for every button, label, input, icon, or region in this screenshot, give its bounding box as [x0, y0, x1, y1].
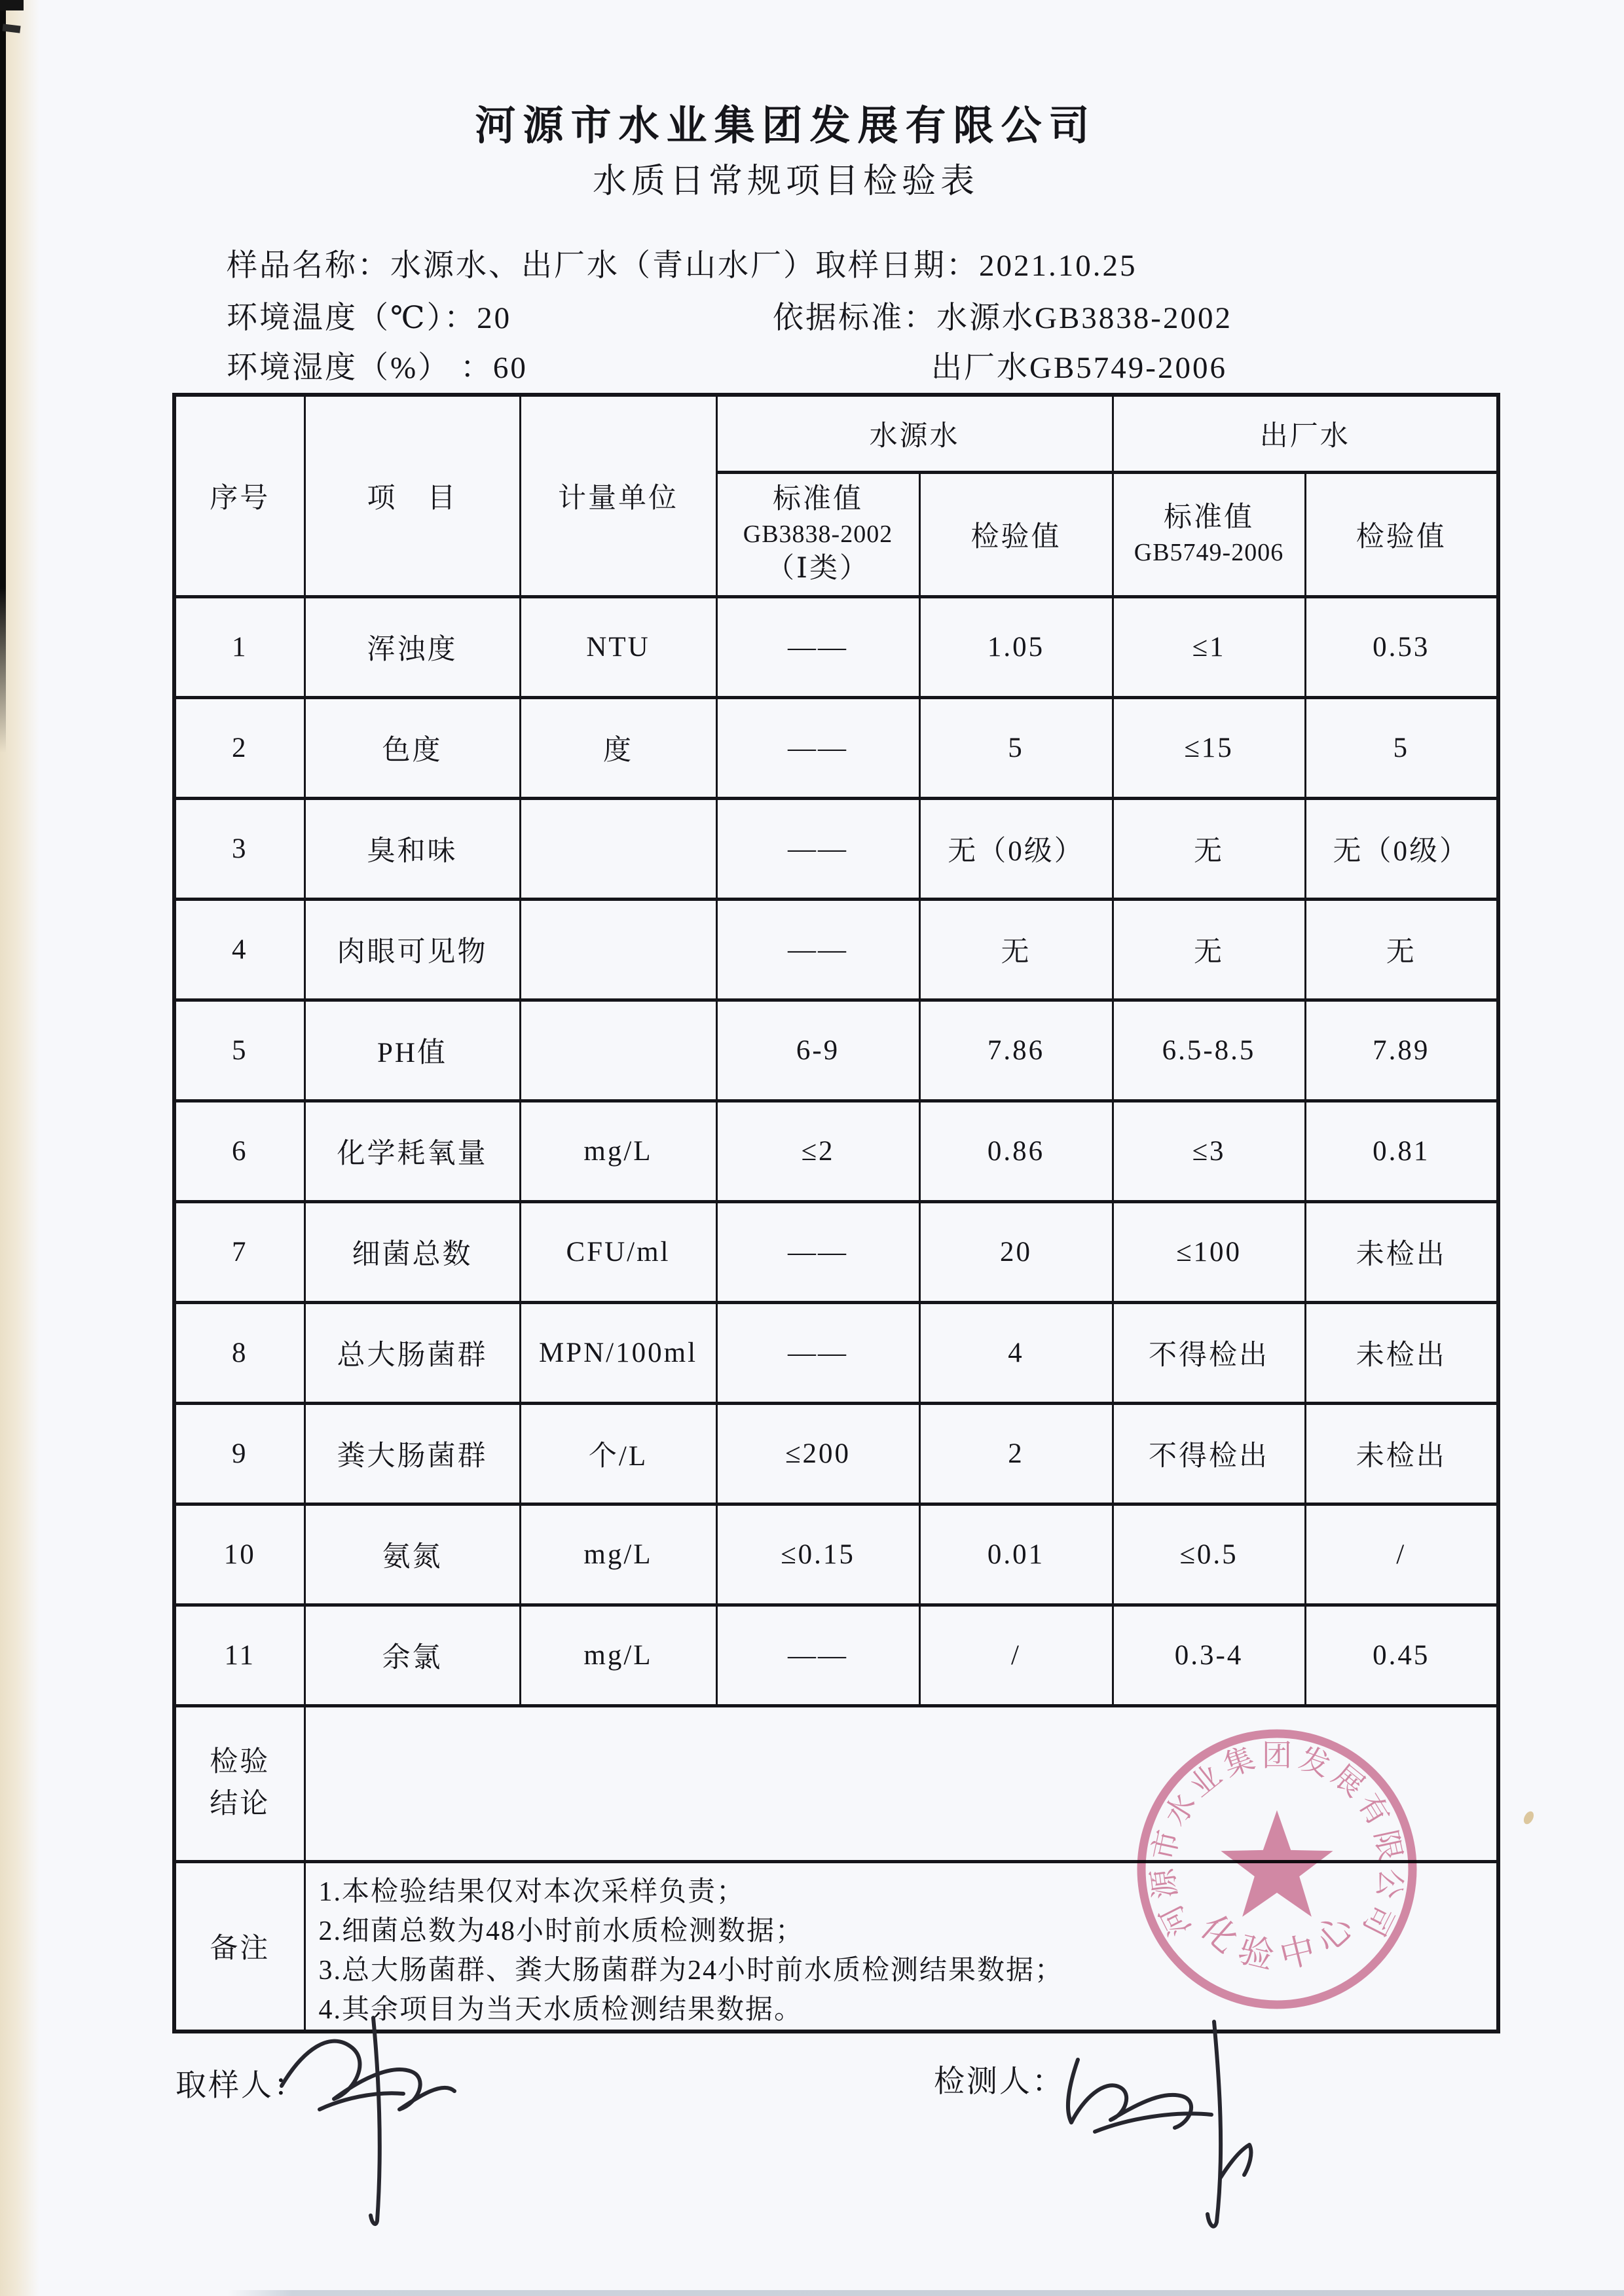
cell-unit: NTU — [520, 596, 716, 697]
cell-unit: 个/L — [520, 1403, 716, 1504]
sample-name-label: 样品名称： — [227, 249, 390, 283]
sampling-date-line — [815, 241, 1137, 285]
cell-seq: 11 — [174, 1605, 304, 1705]
tester-label: 检测人： — [934, 2065, 1065, 2099]
cell-standard-factory: 不得检出 — [1113, 1403, 1305, 1504]
company-title: 河源市水业集团发展有限公司 — [475, 104, 1097, 149]
cell-standard-source: ≤0.15 — [716, 1504, 919, 1605]
cell-check-source: / — [919, 1605, 1113, 1705]
cell-item: 肉眼可见物 — [304, 899, 520, 1000]
cell-item: 氨氮 — [304, 1504, 520, 1605]
cell-check-factory: 0.53 — [1305, 596, 1498, 697]
tester-signature — [1049, 1981, 1285, 2243]
standard-line — [773, 293, 1232, 337]
std-class: （Ⅰ类） — [766, 553, 870, 584]
env-humidity-label: 环境湿度（%） ： — [227, 351, 493, 385]
std-code: GB3838-2002 — [743, 520, 893, 548]
col-header-unit: 计量单位 — [520, 395, 716, 596]
cell-check-factory: 未检出 — [1305, 1403, 1498, 1504]
remark-line: 1.本检验结果仅对本次采样负责； — [318, 1876, 746, 1907]
cell-standard-factory: 不得检出 — [1113, 1302, 1305, 1403]
table-row — [174, 697, 1498, 798]
cell-check-source: 20 — [919, 1201, 1113, 1302]
cell-standard-source: —— — [716, 596, 919, 697]
cell-check-factory: 未检出 — [1305, 1201, 1498, 1302]
cell-check-source: 无（0级） — [919, 798, 1113, 899]
cell-standard-source: ≤2 — [716, 1101, 919, 1201]
cell-unit: 度 — [520, 697, 716, 798]
cell-standard-factory: ≤1 — [1113, 596, 1305, 697]
cell-standard-factory: ≤0.5 — [1113, 1504, 1305, 1605]
cell-seq: 9 — [174, 1403, 304, 1504]
cell-item: 浑浊度 — [304, 596, 520, 697]
cell-check-factory: 未检出 — [1305, 1302, 1498, 1403]
cell-check-source: 无 — [919, 899, 1113, 1000]
cell-item: 化学耗氧量 — [304, 1101, 520, 1201]
table-row — [174, 596, 1498, 697]
conclusion-label — [174, 1705, 304, 1861]
cell-check-factory: 7.89 — [1305, 1000, 1498, 1101]
table-row — [174, 1000, 1498, 1101]
group-header-source-water: 水源水 — [716, 395, 1113, 472]
cell-seq: 5 — [174, 1000, 304, 1101]
env-temp-label: 环境温度（℃）： — [227, 301, 477, 335]
cell-check-source: 1.05 — [919, 596, 1113, 697]
cell-check-factory: / — [1305, 1504, 1498, 1605]
cell-standard-source: ≤200 — [716, 1403, 919, 1504]
cell-unit: mg/L — [520, 1101, 716, 1201]
remark-line: 3.总大肠菌群、粪大肠菌群为24小时前水质检测结果数据； — [318, 1955, 1064, 1986]
table-row — [174, 899, 1498, 1000]
cell-seq: 1 — [174, 596, 304, 697]
cell-seq: 10 — [174, 1504, 304, 1605]
std-label: 标准值 — [1164, 502, 1254, 533]
col-header-check-source: 检验值 — [919, 472, 1113, 596]
cell-unit — [520, 899, 716, 1000]
standard-label: 依据标准： — [773, 301, 936, 335]
stamp-center-text: 化验中心 — [1193, 1907, 1361, 1977]
group-header-row — [174, 395, 1498, 472]
sampler-signature — [257, 1988, 473, 2236]
sampling-date-label: 取样日期： — [815, 249, 979, 283]
table-row — [174, 1504, 1498, 1605]
cell-standard-source: —— — [716, 1201, 919, 1302]
cell-item: 臭和味 — [304, 798, 520, 899]
standard-factory-water: 出厂水GB5749-2006 — [931, 351, 1227, 385]
cell-standard-factory: 无 — [1113, 899, 1305, 1000]
cell-item: 总大肠菌群 — [304, 1302, 520, 1403]
table-row — [174, 1201, 1498, 1302]
sample-name-line — [227, 241, 816, 285]
cell-unit: mg/L — [520, 1504, 716, 1605]
cell-seq: 6 — [174, 1101, 304, 1201]
cell-check-factory: 0.81 — [1305, 1101, 1498, 1201]
cell-standard-source: 6-9 — [716, 1000, 919, 1101]
star-icon — [1221, 1810, 1333, 1917]
col-header-seq: 序号 — [174, 395, 304, 596]
svg-text:化验中心 — [1193, 1906, 1361, 1977]
cell-standard-factory: 6.5-8.5 — [1113, 1000, 1305, 1101]
std-label: 标准值 — [773, 484, 863, 515]
cell-standard-factory: 0.3-4 — [1113, 1605, 1305, 1705]
cell-standard-factory: ≤3 — [1113, 1101, 1305, 1201]
col-header-item: 项 目 — [304, 395, 520, 596]
table-row — [174, 1101, 1498, 1201]
cell-check-source: 2 — [919, 1403, 1113, 1504]
cell-standard-source: —— — [716, 1605, 919, 1705]
cell-seq: 2 — [174, 697, 304, 798]
cell-unit: MPN/100ml — [520, 1302, 716, 1403]
group-header-factory-water: 出厂水 — [1113, 395, 1498, 472]
cell-standard-source: —— — [716, 697, 919, 798]
standard-source-water: 水源水GB3838-2002 — [936, 301, 1232, 335]
cell-standard-factory: ≤15 — [1113, 697, 1305, 798]
sampler-label: 取样人： — [175, 2069, 306, 2103]
table-row — [174, 798, 1498, 899]
cell-item: 余氯 — [304, 1605, 520, 1705]
cell-check-source: 0.86 — [919, 1101, 1113, 1201]
scan-bottom-edge — [0, 2290, 1624, 2296]
cell-standard-source: —— — [716, 798, 919, 899]
cell-check-source: 7.86 — [919, 1000, 1113, 1101]
env-temp-line — [227, 293, 511, 337]
sample-name-value: 水源水、出厂水（青山水厂） — [390, 249, 816, 283]
conclusion-label-line: 检验 — [210, 1747, 270, 1777]
cell-seq: 8 — [174, 1302, 304, 1403]
cell-unit — [520, 1000, 716, 1101]
cell-seq: 4 — [174, 899, 304, 1000]
cell-standard-factory: ≤100 — [1113, 1201, 1305, 1302]
cell-item: 粪大肠菌群 — [304, 1403, 520, 1504]
cell-seq: 7 — [174, 1201, 304, 1302]
scan-speck — [1522, 1810, 1536, 1826]
cell-standard-factory: 无 — [1113, 798, 1305, 899]
cell-item: PH值 — [304, 1000, 520, 1101]
cell-check-source: 0.01 — [919, 1504, 1113, 1605]
cell-item: 色度 — [304, 697, 520, 798]
scan-left-edge-shadow — [0, 0, 6, 753]
cell-standard-source: —— — [716, 899, 919, 1000]
cell-check-factory: 0.45 — [1305, 1605, 1498, 1705]
remark-line: 4.其余项目为当天水质检测结果数据。 — [318, 1994, 803, 2025]
cell-unit: CFU/ml — [520, 1201, 716, 1302]
scan-corner-mark — [0, 0, 24, 10]
table-row — [174, 1403, 1498, 1504]
env-humidity-value: 60 — [492, 351, 528, 385]
stamp-ring-text: 河源市水业集团发展有限公司 — [1145, 1738, 1409, 1942]
scan-left-edge-band — [0, 0, 39, 2296]
std-code: GB5749-2006 — [1134, 539, 1284, 566]
sampling-date-value: 2021.10.25 — [979, 249, 1137, 283]
cell-item: 细菌总数 — [304, 1201, 520, 1302]
cell-check-source: 5 — [919, 697, 1113, 798]
env-humidity-line — [227, 343, 528, 387]
col-header-std-factory — [1113, 472, 1305, 596]
col-header-check-factory: 检验值 — [1305, 472, 1498, 596]
remark-label: 备注 — [174, 1861, 304, 2032]
cell-unit — [520, 798, 716, 899]
remark-line: 2.细菌总数为48小时前水质检测数据； — [318, 1916, 805, 1946]
env-temp-value: 20 — [477, 301, 512, 335]
cell-seq: 3 — [174, 798, 304, 899]
cell-check-factory: 5 — [1305, 697, 1498, 798]
conclusion-label-line: 结论 — [210, 1789, 270, 1819]
table-row — [174, 1302, 1498, 1403]
col-header-std-source — [716, 472, 919, 596]
table-row — [174, 1605, 1498, 1705]
cell-check-factory: 无（0级） — [1305, 798, 1498, 899]
cell-unit: mg/L — [520, 1605, 716, 1705]
cell-check-factory: 无 — [1305, 899, 1498, 1000]
form-title: 水质日常规项目检验表 — [592, 163, 979, 200]
cell-standard-source: —— — [716, 1302, 919, 1403]
cell-check-source: 4 — [919, 1302, 1113, 1403]
